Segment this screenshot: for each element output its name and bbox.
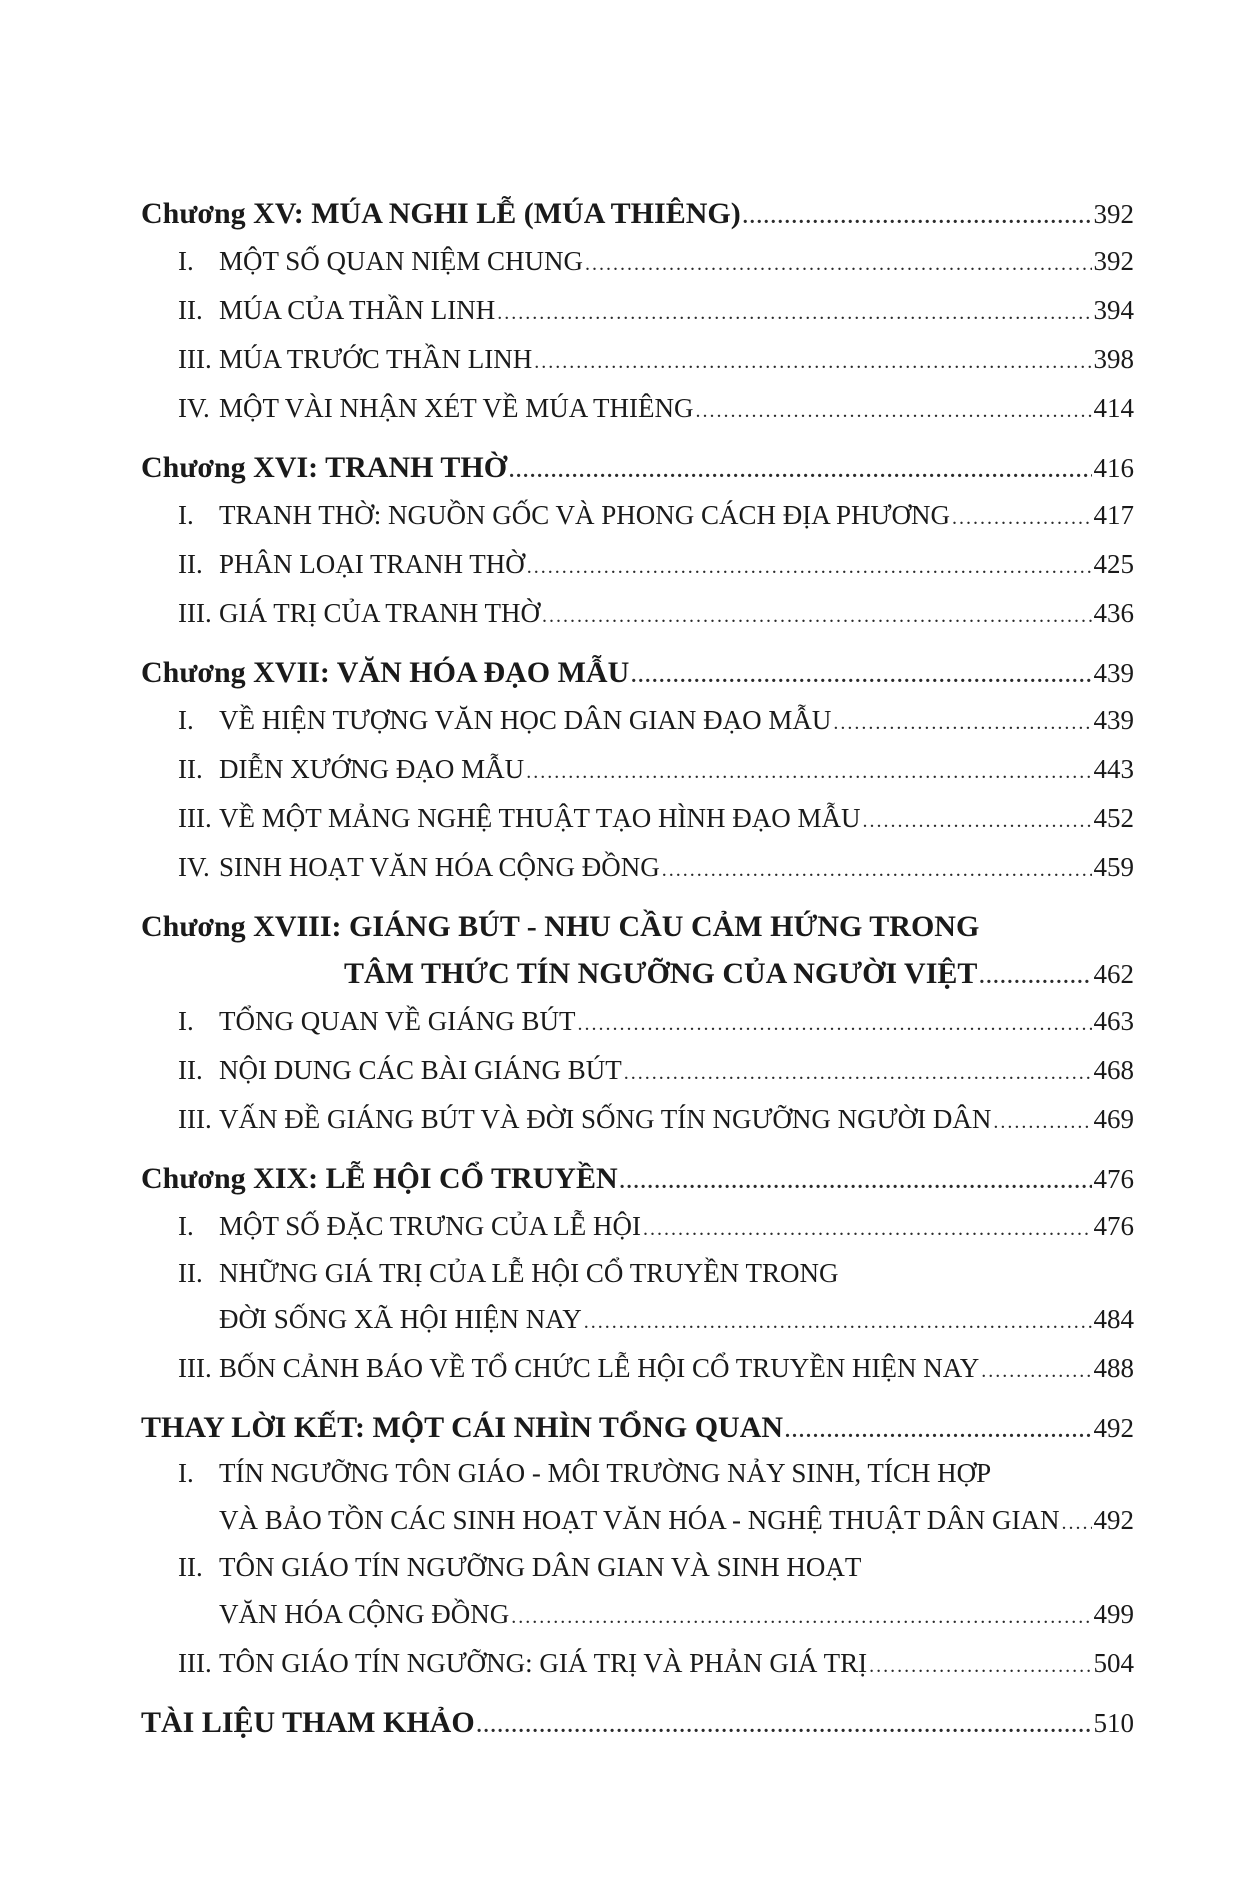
dot-leader bbox=[869, 1655, 1091, 1678]
page-number: 439 bbox=[1093, 658, 1134, 688]
toc-section[interactable] bbox=[0, 803, 1260, 849]
dot-leader bbox=[624, 1062, 1092, 1085]
page-number: 463 bbox=[1093, 1006, 1134, 1036]
section-number: I. bbox=[178, 1006, 194, 1036]
section-number: II. bbox=[178, 1258, 203, 1288]
section-title: TRANH THỜ: NGUỒN GỐC VÀ PHONG CÁCH ĐỊA PHƯƠNG bbox=[219, 500, 950, 530]
toc-section[interactable] bbox=[0, 852, 1260, 898]
dot-leader bbox=[584, 1311, 1092, 1334]
toc-section[interactable] bbox=[0, 344, 1260, 390]
page-number: 484 bbox=[1093, 1304, 1134, 1334]
section-number: III. bbox=[178, 1104, 212, 1134]
chapter-title: Chương XIX: LỄ HỘI CỔ TRUYỀN bbox=[141, 1162, 618, 1195]
dot-leader bbox=[526, 761, 1091, 784]
page-number: 439 bbox=[1093, 705, 1134, 735]
dot-leader bbox=[643, 1218, 1092, 1241]
section-number: I. bbox=[178, 246, 194, 276]
toc-section[interactable] bbox=[0, 754, 1260, 800]
section-title: TÍN NGƯỠNG TÔN GIÁO - MÔI TRƯỜNG NẢY SINH, TÍCH HỢP bbox=[219, 1458, 992, 1488]
page-number: 469 bbox=[1093, 1104, 1134, 1134]
toc-section[interactable] bbox=[0, 1258, 1260, 1304]
section-title: VỀ MỘT MẢNG NGHỆ THUẬT TẠO HÌNH ĐẠO MẪU bbox=[219, 803, 861, 833]
toc-section[interactable] bbox=[0, 1648, 1260, 1694]
dot-leader bbox=[863, 810, 1092, 833]
chapter-title: Chương XV: MÚA NGHI LỄ (MÚA THIÊNG) bbox=[141, 197, 741, 230]
section-title: MỘT VÀI NHẬN XÉT VỀ MÚA THIÊNG bbox=[219, 393, 694, 423]
section-number: IV. bbox=[178, 393, 210, 423]
toc-section[interactable] bbox=[0, 705, 1260, 751]
dot-leader bbox=[743, 206, 1092, 229]
section-title: DIỄN XƯỚNG ĐẠO MẪU bbox=[219, 754, 525, 784]
chapter-title: Chương XVI: TRANH THỜ bbox=[141, 451, 508, 484]
section-number: I. bbox=[178, 1458, 194, 1488]
toc-conclusion[interactable] bbox=[0, 1411, 1260, 1457]
page-number: 392 bbox=[1093, 199, 1134, 229]
page-number: 462 bbox=[1093, 959, 1134, 989]
toc-section[interactable] bbox=[0, 1006, 1260, 1052]
page-number: 398 bbox=[1093, 344, 1134, 374]
toc-section-continued[interactable] bbox=[0, 1304, 1260, 1350]
dot-leader bbox=[785, 1420, 1091, 1443]
chapter-title: Chương XVIII: GIÁNG BÚT - NHU CẦU CẢM HỨNG TRONG bbox=[141, 910, 980, 943]
page-number: 492 bbox=[1093, 1505, 1134, 1535]
dot-leader bbox=[509, 460, 1091, 483]
toc-section[interactable] bbox=[0, 1458, 1260, 1504]
dot-leader bbox=[577, 1013, 1091, 1036]
section-number: II. bbox=[178, 1552, 203, 1582]
dot-leader bbox=[833, 712, 1091, 735]
toc-chapter-xvii[interactable] bbox=[0, 656, 1260, 702]
page-number: 443 bbox=[1093, 754, 1134, 784]
page-number: 476 bbox=[1093, 1164, 1134, 1194]
section-title: MÚA TRƯỚC THẦN LINH bbox=[219, 344, 533, 374]
section-title: TÔN GIÁO TÍN NGƯỠNG: GIÁ TRỊ VÀ PHẢN GIÁ TRỊ bbox=[219, 1648, 868, 1678]
toc-section-continued[interactable] bbox=[0, 1599, 1260, 1645]
section-title: MỘT SỐ QUAN NIỆM CHUNG bbox=[219, 246, 584, 276]
section-number: II. bbox=[178, 549, 203, 579]
toc-chapter-xv[interactable] bbox=[0, 197, 1260, 243]
section-title: SINH HOẠT VĂN HÓA CỘNG ĐỒNG bbox=[219, 852, 660, 882]
dot-leader bbox=[993, 1111, 1091, 1134]
section-title: VẤN ĐỀ GIÁNG BÚT VÀ ĐỜI SỐNG TÍN NGƯỠNG NGƯỜI DÂN bbox=[219, 1104, 992, 1134]
page-number: 417 bbox=[1093, 500, 1134, 530]
section-title-continued: VĂN HÓA CỘNG ĐỒNG bbox=[219, 1599, 510, 1629]
page-number: 425 bbox=[1093, 549, 1134, 579]
section-number: II. bbox=[178, 754, 203, 784]
section-title: MỘT SỐ ĐẶC TRƯNG CỦA LỄ HỘI bbox=[219, 1211, 641, 1241]
dot-leader bbox=[620, 1171, 1092, 1194]
section-title: GIÁ TRỊ CỦA TRANH THỜ bbox=[219, 598, 541, 628]
dot-leader bbox=[981, 1360, 1091, 1383]
section-number: IV. bbox=[178, 852, 210, 882]
dot-leader bbox=[631, 665, 1091, 688]
toc-section[interactable] bbox=[0, 1055, 1260, 1101]
dot-leader bbox=[1062, 1512, 1092, 1535]
chapter-title: TÀI LIỆU THAM KHẢO bbox=[141, 1706, 475, 1739]
dot-leader bbox=[477, 1715, 1092, 1738]
toc-chapter-xviii[interactable] bbox=[0, 910, 1260, 956]
page-number: 452 bbox=[1093, 803, 1134, 833]
section-title: NỘI DUNG CÁC BÀI GIÁNG BÚT bbox=[219, 1055, 622, 1085]
section-number: II. bbox=[178, 1055, 203, 1085]
section-number: III. bbox=[178, 1648, 212, 1678]
page-number: 510 bbox=[1093, 1708, 1134, 1738]
section-title: MÚA CỦA THẦN LINH bbox=[219, 295, 496, 325]
toc-section[interactable] bbox=[0, 1211, 1260, 1257]
chapter-title-continued: TÂM THỨC TÍN NGƯỠNG CỦA NGƯỜI VIỆT bbox=[344, 957, 978, 990]
chapter-title: THAY LỜI KẾT: MỘT CÁI NHÌN TỔNG QUAN bbox=[141, 1411, 784, 1444]
dot-leader bbox=[527, 556, 1092, 579]
toc-section[interactable] bbox=[0, 295, 1260, 341]
dot-leader bbox=[662, 859, 1092, 882]
section-title: TỔNG QUAN VỀ GIÁNG BÚT bbox=[219, 1006, 576, 1036]
section-number: III. bbox=[178, 1353, 212, 1383]
section-title: NHỮNG GIÁ TRỊ CỦA LỄ HỘI CỔ TRUYỀN TRONG bbox=[219, 1258, 839, 1288]
toc-section[interactable] bbox=[0, 393, 1260, 439]
toc-chapter-xviii-continued[interactable] bbox=[0, 957, 1260, 1003]
dot-leader bbox=[534, 351, 1091, 374]
dot-leader bbox=[511, 1606, 1091, 1629]
section-number: I. bbox=[178, 1211, 194, 1241]
section-number: I. bbox=[178, 500, 194, 530]
page-number: 394 bbox=[1093, 295, 1134, 325]
section-title-continued: ĐỜI SỐNG XÃ HỘI HIỆN NAY bbox=[219, 1304, 582, 1334]
toc-section[interactable] bbox=[0, 598, 1260, 644]
section-number: III. bbox=[178, 598, 212, 628]
section-title: TÔN GIÁO TÍN NGƯỠNG DÂN GIAN VÀ SINH HOẠT bbox=[219, 1552, 862, 1582]
section-number: III. bbox=[178, 344, 212, 374]
page-number: 499 bbox=[1093, 1599, 1134, 1629]
toc-section[interactable] bbox=[0, 1104, 1260, 1150]
toc-section[interactable] bbox=[0, 549, 1260, 595]
dot-leader bbox=[979, 966, 1091, 989]
page-number: 468 bbox=[1093, 1055, 1134, 1085]
chapter-title: Chương XVII: VĂN HÓA ĐẠO MẪU bbox=[141, 656, 630, 689]
page-number: 476 bbox=[1093, 1211, 1134, 1241]
page-number: 488 bbox=[1093, 1353, 1134, 1383]
toc-references[interactable] bbox=[0, 1706, 1260, 1752]
page-number: 392 bbox=[1093, 246, 1134, 276]
toc-section[interactable] bbox=[0, 1353, 1260, 1399]
section-title: BỐN CẢNH BÁO VỀ TỔ CHỨC LỄ HỘI CỔ TRUYỀN HIỆN NAY bbox=[219, 1353, 980, 1383]
page-number: 504 bbox=[1093, 1648, 1134, 1678]
toc-section[interactable] bbox=[0, 246, 1260, 292]
page-number: 436 bbox=[1093, 598, 1134, 628]
dot-leader bbox=[542, 605, 1091, 628]
toc-chapter-xvi[interactable] bbox=[0, 451, 1260, 497]
toc-section[interactable] bbox=[0, 1552, 1260, 1598]
dot-leader bbox=[497, 302, 1091, 325]
toc-section[interactable] bbox=[0, 500, 1260, 546]
section-title-continued: VÀ BẢO TỒN CÁC SINH HOẠT VĂN HÓA - NGHỆ THUẬT DÂN GIAN bbox=[219, 1505, 1060, 1535]
page-number: 414 bbox=[1093, 393, 1134, 423]
section-number: III. bbox=[178, 803, 212, 833]
section-number: I. bbox=[178, 705, 194, 735]
page-number: 416 bbox=[1093, 453, 1134, 483]
section-title: PHÂN LOẠI TRANH THỜ bbox=[219, 549, 525, 579]
toc-section-continued[interactable] bbox=[0, 1505, 1260, 1551]
page-number: 492 bbox=[1093, 1413, 1134, 1443]
page-number: 459 bbox=[1093, 852, 1134, 882]
dot-leader bbox=[696, 400, 1092, 423]
dot-leader bbox=[585, 253, 1091, 276]
toc-chapter-xix[interactable] bbox=[0, 1162, 1260, 1208]
section-title: VỀ HIỆN TƯỢNG VĂN HỌC DÂN GIAN ĐẠO MẪU bbox=[219, 705, 832, 735]
section-number: II. bbox=[178, 295, 203, 325]
dot-leader bbox=[952, 507, 1092, 530]
